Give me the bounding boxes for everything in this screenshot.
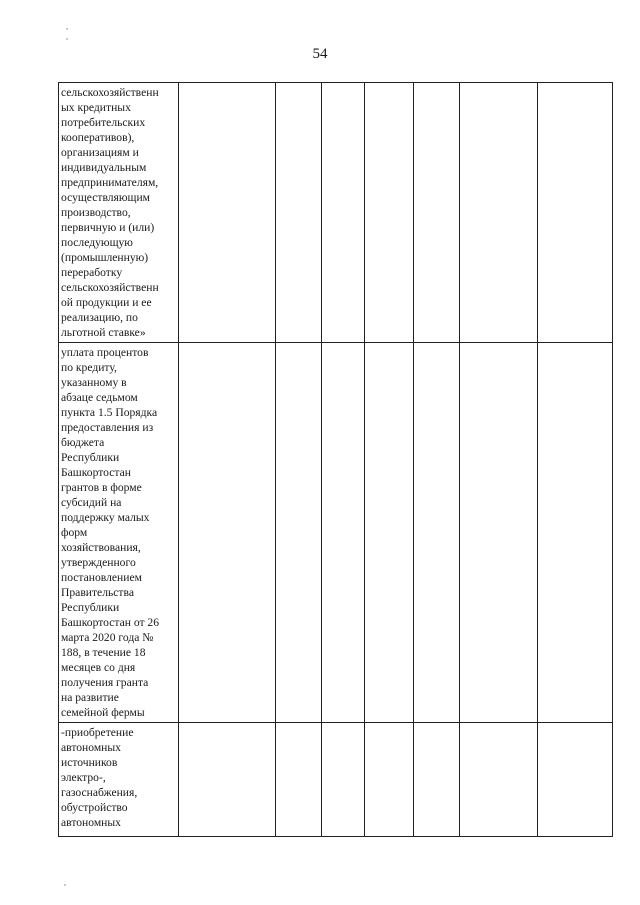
table-cell [538,83,613,343]
table-cell [460,343,538,723]
table-cell [538,723,613,837]
page-number: 54 [312,46,328,62]
table-row [59,723,613,837]
scan-speck [66,38,68,40]
table-cell [322,83,365,343]
table-cell [179,723,276,837]
row-description: уплата процентов по кредиту, указанному в абзаце седьмом пункта 1.5 Порядка предоставления из бюджета Республики Башкортостан грантов в форме субсидий на поддержку малых форм хозяйствования, утвержденного постановлением Правительства Республики Башкортостан от 26 марта 2020 года № 188, в течение 18 месяцев со дня получения гранта на развитие семейной фермы [59,343,179,723]
table-cell [179,343,276,723]
table-cell [414,83,460,343]
table-cell [365,343,414,723]
table-cell [460,83,538,343]
table-cell [179,83,276,343]
table-cell [276,723,322,837]
table-cell [365,83,414,343]
table-cell [460,723,538,837]
table-row [59,83,613,343]
data-table [58,82,613,837]
table-cell [365,723,414,837]
scan-speck [66,28,68,30]
table-cell [414,343,460,723]
table-cell [322,723,365,837]
table-cell [276,343,322,723]
table-cell [414,723,460,837]
scan-speck [64,884,66,886]
table-cell [276,83,322,343]
row-description: сельскохозяйственн ых кредитных потребительских кооперативов), организациям и индивидуальным предпринимателям, осуществляющим производство, первичную и (или) последующую (промышленную) переработку сельскохозяйственн ой продукции и ее реализацию, по льготной ставке» [59,83,179,343]
row-description: -приобретение автономных источников электро-, газоснабжения, обустройство автономных [59,723,179,837]
table-cell [538,343,613,723]
table-row [59,343,613,723]
table-cell [322,343,365,723]
